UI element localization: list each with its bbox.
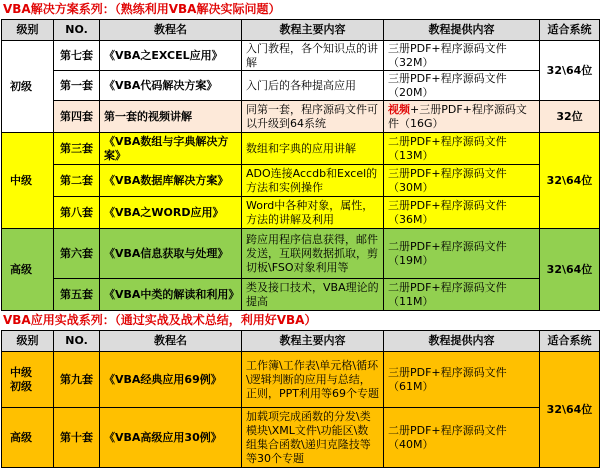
level-advanced: 高级: [2, 408, 54, 468]
course-content: 加载项完成函数的分发\类模块\XML文件\功能区\数组集合函数\递归克隆技等等30个专题: [242, 408, 384, 468]
table-header-row: [2, 20, 600, 41]
header-name: 教程名: [100, 20, 242, 41]
level-line2: 初级: [10, 379, 32, 393]
table-row: [2, 408, 600, 468]
course-no: 第十套: [54, 408, 100, 468]
course-provided: 三册PDF+程序源码文件（61M）: [384, 352, 540, 408]
course-provided: 二册PDF+程序源码文件（13M）: [384, 133, 540, 165]
course-name: 《VBA中类的解读和利用》: [100, 279, 242, 311]
course-no: 第六套: [54, 229, 100, 279]
header-content: 教程主要内容: [242, 20, 384, 41]
course-provided: 三册PDF+程序源码文件（32M）: [384, 41, 540, 71]
course-name: 《VBA信息获取与处理》: [100, 229, 242, 279]
table-header-row: [2, 331, 600, 352]
course-no: 第四套: [54, 101, 100, 133]
course-content: 类及接口技术，VBA理论的提高: [242, 279, 384, 311]
course-provided: 三册PDF+程序源码文件（36M）: [384, 197, 540, 229]
header-system: 适合系统: [540, 331, 600, 352]
course-content: 工作簿\工作表\单元格\循环\逻辑判断的应用与总结，正则，PPT利用等69个专题: [242, 352, 384, 408]
course-content: 数组和字典的应用讲解: [242, 133, 384, 165]
table-row: [2, 165, 600, 197]
level-line1: 中级: [10, 365, 32, 379]
course-no: 第五套: [54, 279, 100, 311]
table-row: [2, 41, 600, 71]
course-no: 第二套: [54, 165, 100, 197]
table-row: [2, 352, 600, 408]
header-no: NO.: [54, 331, 100, 352]
level-intermediate: 中级: [2, 133, 54, 229]
course-name: 《VBA之WORD应用》: [100, 197, 242, 229]
header-system: 适合系统: [540, 20, 600, 41]
course-no: 第三套: [54, 133, 100, 165]
system-beginner-b: 32位: [540, 101, 600, 133]
system-practice: 32\64位: [540, 352, 600, 468]
course-content: 跨应用程序信息获得，邮件发送，互联网数据抓取，剪切板\FSO对象利用等: [242, 229, 384, 279]
course-provided: 二册PDF+程序源码文件（40M）: [384, 408, 540, 468]
course-no: 第一套: [54, 71, 100, 101]
table-row: [2, 279, 600, 311]
table-row: [2, 101, 600, 133]
course-name: 《VBA之EXCEL应用》: [100, 41, 242, 71]
header-provided: 教程提供内容: [384, 20, 540, 41]
course-provided: 二册PDF+程序源码文件（19M）: [384, 229, 540, 279]
provided-rest: +三册PDF+程序源码文件（16G）: [388, 102, 527, 130]
section1-title: VBA解决方案系列：（熟练利用VBA解决实际问题）: [3, 2, 281, 16]
course-provided: 三册PDF+程序源码文件（30M）: [384, 165, 540, 197]
system-advanced: 32\64位: [540, 229, 600, 311]
header-level: 级别: [2, 20, 54, 41]
course-name: 《VBA高级应用30例》: [100, 408, 242, 468]
course-no: 第九套: [54, 352, 100, 408]
table-row: [2, 229, 600, 279]
course-name: 第一套的视频讲解: [100, 101, 242, 133]
header-provided: 教程提供内容: [384, 331, 540, 352]
course-name: 《VBA数组与字典解决方案》: [100, 133, 242, 165]
header-name: 教程名: [100, 331, 242, 352]
header-no: NO.: [54, 20, 100, 41]
header-content: 教程主要内容: [242, 331, 384, 352]
section2-title: VBA应用实战系列：（通过实战及战术总结，利用好VBA）: [3, 313, 317, 327]
level-beginner: 初级: [2, 41, 54, 133]
course-provided: [384, 101, 540, 133]
level-advanced: 高级: [2, 229, 54, 311]
course-content: ADO连接Accdb和Excel的方法和实例操作: [242, 165, 384, 197]
practice-table: [1, 330, 600, 468]
course-name: 《VBA经典应用69例》: [100, 352, 242, 408]
course-content: 同第一套，程序源码文件可以升级到64系统: [242, 101, 384, 133]
header-level: 级别: [2, 331, 54, 352]
course-name: 《VBA数据库解决方案》: [100, 165, 242, 197]
course-provided: 三册PDF+程序源码文件（20M）: [384, 71, 540, 101]
table-row: [2, 197, 600, 229]
course-provided: 二册PDF+程序源码文件（11M）: [384, 279, 540, 311]
course-name: 《VBA代码解决方案》: [100, 71, 242, 101]
system-beginner-a: 32\64位: [540, 41, 600, 101]
level-intermediate-beginner: [2, 352, 54, 408]
system-intermediate: 32\64位: [540, 133, 600, 229]
table-row: [2, 71, 600, 101]
table-row: [2, 133, 600, 165]
course-no: 第七套: [54, 41, 100, 71]
solutions-table: [1, 19, 600, 311]
course-content: 入门后的各种提高应用: [242, 71, 384, 101]
course-no: 第八套: [54, 197, 100, 229]
course-content: Word中各种对象，属性，方法的讲解及利用: [242, 197, 384, 229]
course-content: 入门教程，各个知识点的讲解: [242, 41, 384, 71]
provided-video-highlight: 视频: [388, 102, 410, 116]
